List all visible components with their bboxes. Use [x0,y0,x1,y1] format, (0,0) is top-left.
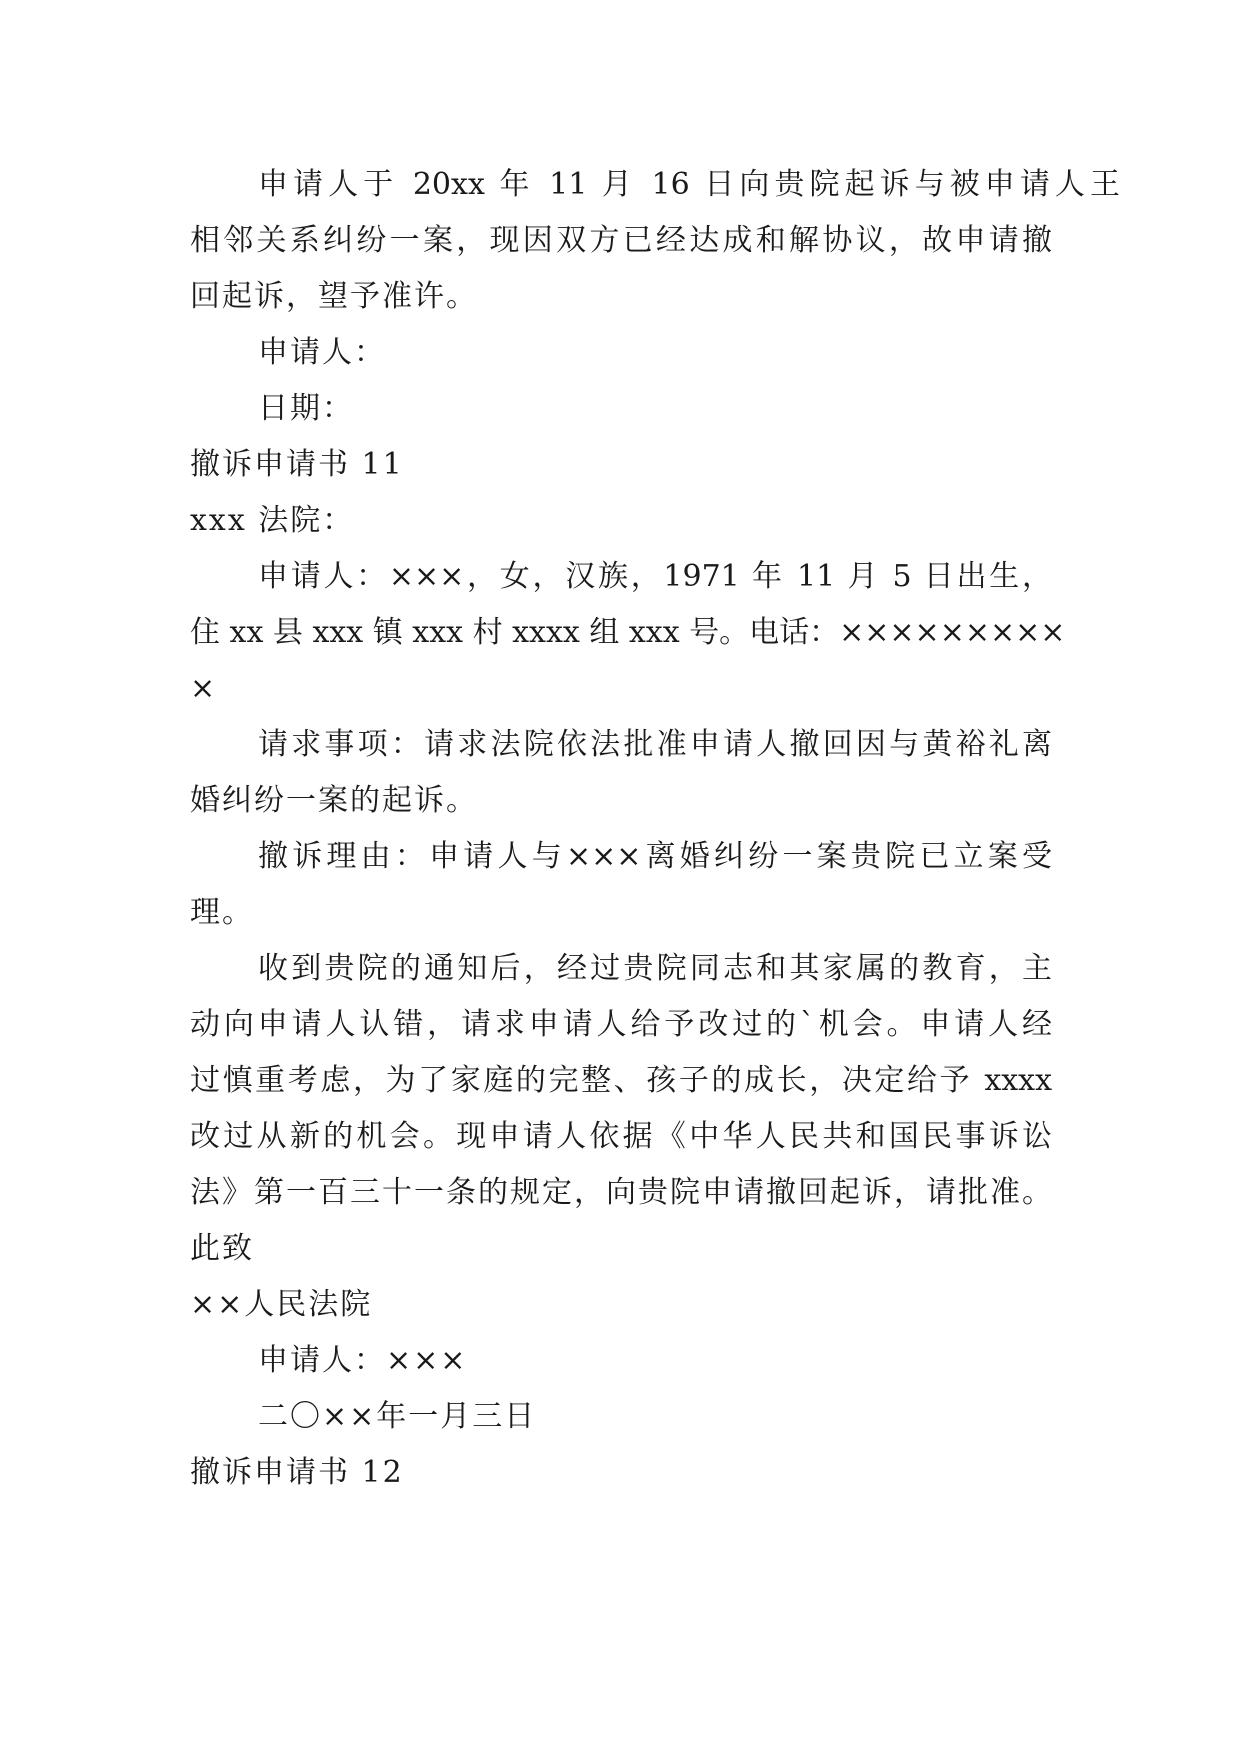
paragraph-line: 住 xx 县 xxx 镇 xxx 村 xxxx 组 xxx 号。电话：××××××××× [190,615,1066,650]
paragraph-line: × [190,671,218,706]
paragraph-line: 申请人：×××，女，汉族，1971 年 11 月 5 日出生， [258,559,1052,594]
section-heading: 撤诉申请书 11 [190,447,404,482]
applicant-label: 申请人： [258,335,386,370]
paragraph-line: 相邻关系纠纷一案，现因双方已经达成和解协议，故申请撤 [190,223,1052,258]
section-heading: 撤诉申请书 12 [190,1455,404,1490]
signature-date: 二〇××年一月三日 [258,1399,537,1434]
addressee-court: ××人民法院 [190,1287,373,1322]
paragraph-line: 法》第一百三十一条的规定，向贵院申请撤回起诉，请批准。 [190,1175,1052,1210]
paragraph-line: 撤诉理由：申请人与×××离婚纠纷一案贵院已立案受 [258,839,1052,874]
paragraph-line: 理。 [190,895,254,930]
paragraph-line: 申请人于 20xx 年 11 月 16 日向贵院起诉与被申请人王 [258,167,1120,202]
applicant-signature: 申请人：××× [258,1343,468,1378]
paragraph-line: 回起诉，望予准许。 [190,279,478,314]
paragraph-line: 动向申请人认错，请求申请人给予改过的`机会。申请人经 [190,1007,1052,1042]
date-label: 日期： [258,391,354,426]
salutation: 此致 [190,1231,254,1266]
paragraph-line: 婚纠纷一案的起诉。 [190,783,478,818]
paragraph-line: 改过从新的机会。现申请人依据《中华人民共和国民事诉讼 [190,1119,1052,1154]
paragraph-line: 过慎重考虑，为了家庭的完整、孩子的成长，决定给予 xxxx [190,1063,1052,1098]
paragraph-line: 请求事项：请求法院依法批准申请人撤回因与黄裕礼离 [258,727,1052,762]
court-address: xxx 法院： [190,503,355,538]
paragraph-line: 收到贵院的通知后，经过贵院同志和其家属的教育，主 [258,951,1052,986]
